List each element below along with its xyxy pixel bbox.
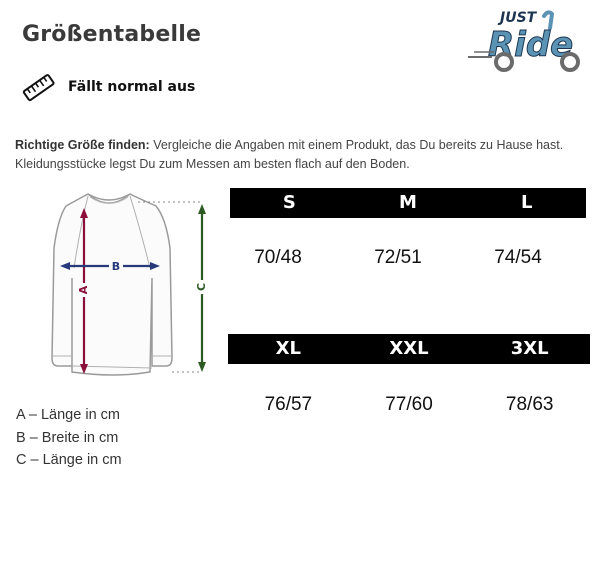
instructions-text bbox=[15, 136, 590, 174]
just-ride-logo bbox=[466, 6, 588, 74]
shirt-outline bbox=[52, 194, 172, 375]
size-value-xl: 76/57 bbox=[264, 394, 313, 415]
diagram-label-a: A bbox=[77, 285, 90, 295]
diagram-label-c: C bbox=[195, 282, 208, 292]
size-value-m: 72/51 bbox=[374, 247, 422, 268]
measurement-legend bbox=[16, 404, 122, 472]
fit-info bbox=[22, 70, 196, 106]
size-value-s: 70/48 bbox=[254, 247, 302, 268]
size-header-row-1 bbox=[230, 188, 586, 218]
size-values-row-1 bbox=[218, 247, 578, 269]
legend-item-b: B – Breite in cm bbox=[16, 429, 119, 446]
fit-label: Fällt normal aus bbox=[68, 79, 196, 95]
size-header-l: L bbox=[520, 192, 533, 213]
shirt-measurement-diagram bbox=[14, 188, 224, 388]
size-header-3xl: 3XL bbox=[510, 338, 549, 359]
size-value-3xl: 78/63 bbox=[505, 394, 554, 415]
diagram-label-b: B bbox=[111, 260, 121, 273]
logo-text-ride: Ride bbox=[488, 25, 574, 65]
size-header-xxl: XXL bbox=[389, 338, 429, 359]
page-title: Größentabelle bbox=[22, 22, 202, 47]
ruler-icon bbox=[22, 71, 56, 105]
size-value-l: 74/54 bbox=[494, 247, 542, 268]
logo-text-just: JUST bbox=[500, 10, 537, 26]
size-header-m: M bbox=[399, 192, 417, 213]
instructions-body: Vergleiche die Angaben mit einem Produkt, das Du bereits zu Hause hast. Kleidungsstücke legst Du zum Messen am besten flach auf den Boden. bbox=[15, 138, 564, 171]
instructions-bold: Richtige Größe finden: bbox=[15, 138, 150, 152]
size-header-s: S bbox=[282, 192, 296, 213]
legend-item-c: C – Länge in cm bbox=[16, 452, 122, 468]
size-header-row-2 bbox=[228, 334, 590, 364]
size-header-xl: XL bbox=[275, 338, 302, 359]
size-value-xxl: 77/60 bbox=[385, 394, 433, 415]
size-values-row-2 bbox=[228, 394, 590, 416]
legend-item-a: A – Länge in cm bbox=[16, 407, 120, 423]
